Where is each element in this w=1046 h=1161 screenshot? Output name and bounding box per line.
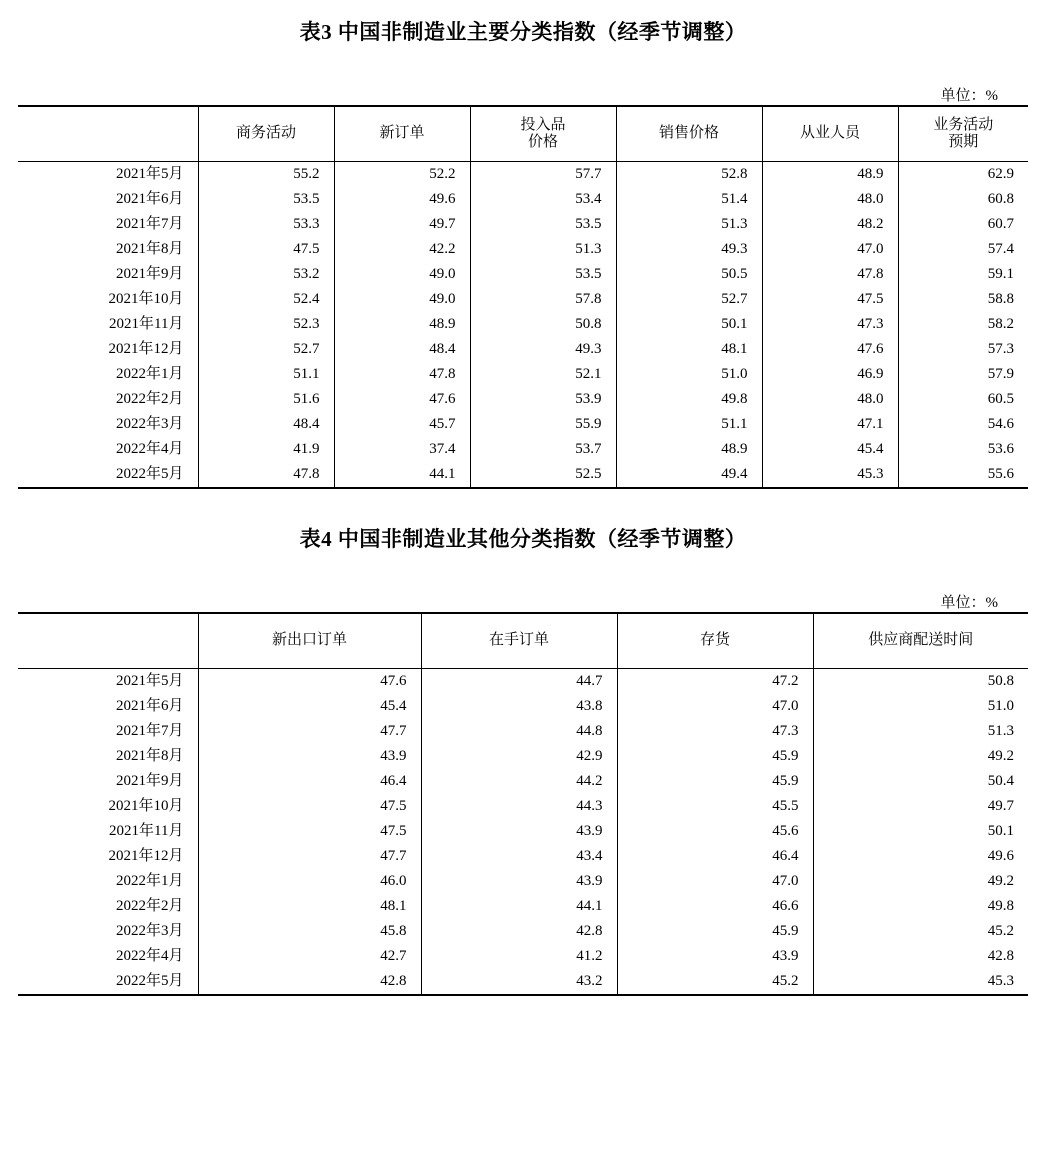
- table4-cell: 47.7: [198, 844, 421, 869]
- table3-cell: 49.0: [334, 262, 470, 287]
- table3-cell: 52.7: [616, 287, 762, 312]
- table3-cell: 57.7: [470, 162, 616, 188]
- table3-cell: 53.2: [198, 262, 334, 287]
- table4-cell: 45.9: [617, 919, 813, 944]
- table3-col-header-6-line1: 业务活动: [933, 116, 994, 133]
- table-row: [18, 287, 1028, 312]
- table3-cell: 59.1: [987, 266, 1014, 282]
- table3-cell: 49.0: [334, 287, 470, 312]
- table3-col-header-6-line2: 预期: [948, 134, 979, 150]
- table3-row-label: 2022年2月: [18, 387, 198, 412]
- table3-cell: 55.6: [898, 462, 1028, 488]
- table3-cell: 51.1: [616, 412, 762, 437]
- table-row: [18, 944, 1028, 969]
- table3-cell: 47.5: [198, 237, 334, 262]
- table4-cell: 42.8: [421, 919, 617, 944]
- table3-cell: 47.6: [334, 387, 470, 412]
- table4-row-label: 2021年8月: [18, 744, 198, 769]
- table-row: [18, 312, 1028, 337]
- table3-cell: 53.5: [470, 212, 616, 237]
- table4-row-label: 2021年12月: [18, 844, 198, 869]
- table4-title: 表4 中国非制造业其他分类指数（经季节调整）: [299, 527, 747, 551]
- table3-cell: 52.8: [616, 162, 762, 188]
- table3-col-header-6: [898, 106, 1028, 162]
- table3-cell: 58.8: [987, 291, 1014, 307]
- table3-col-header-1: [198, 106, 334, 162]
- top-spacer: [0, 0, 1046, 16]
- table4-cell: 44.1: [421, 894, 617, 919]
- table4-col-header-1: 新出口订单: [198, 613, 421, 669]
- table4-row-label: 2022年1月: [18, 869, 198, 894]
- table-row: [18, 362, 1028, 387]
- table3-cell: 52.5: [470, 462, 616, 488]
- table3-cell: 51.0: [616, 362, 762, 387]
- table4-cell: 45.2: [987, 923, 1014, 939]
- table3-cell: 62.9: [987, 166, 1014, 182]
- table3-cell: 48.2: [762, 212, 898, 237]
- table3-cell: 51.4: [616, 187, 762, 212]
- table3-col-header-4-line1: 销售价格: [658, 125, 719, 142]
- table3-cell: 51.1: [198, 362, 334, 387]
- table3-cell: 52.4: [198, 287, 334, 312]
- table4-body: [18, 669, 1028, 996]
- table3-row-label: 2021年5月: [18, 162, 198, 188]
- table3-cell: 47.5: [762, 287, 898, 312]
- table3-cell: 53.7: [470, 437, 616, 462]
- table3-row-label: 2022年5月: [18, 462, 198, 488]
- table3-cell: 46.9: [762, 362, 898, 387]
- table3-cell: 50.1: [616, 312, 762, 337]
- table3-col-header-2: [334, 106, 470, 162]
- table4-cell: 47.5: [198, 819, 421, 844]
- table3-cell: 47.1: [762, 412, 898, 437]
- table4-cell: 49.6: [987, 848, 1014, 864]
- table3-cell: 49.8: [616, 387, 762, 412]
- table3-col-header-5-line1: 从业人员: [799, 125, 860, 142]
- table3-title: 表3 中国非制造业主要分类指数（经季节调整）: [299, 20, 747, 44]
- table4-cell: 45.3: [813, 969, 1028, 995]
- table4: [18, 612, 1028, 996]
- table3-cell: 51.3: [470, 237, 616, 262]
- table3-cell: 49.6: [334, 187, 470, 212]
- table3-row-label: 2021年9月: [18, 262, 198, 287]
- table4-cell: 51.3: [987, 723, 1014, 739]
- table4-header-row: [18, 613, 1028, 669]
- table3-cell: 49.3: [470, 337, 616, 362]
- table4-row-label: 2021年11月: [18, 819, 198, 844]
- table4-cell: 45.8: [198, 919, 421, 944]
- table4-cell: 47.0: [617, 869, 813, 894]
- table4-cell: 43.8: [421, 694, 617, 719]
- table3-cell: 60.7: [987, 216, 1014, 232]
- table4-cell: 47.3: [617, 719, 813, 744]
- table3-col-header-5: [762, 106, 898, 162]
- spacer-after-title4: [0, 553, 1046, 591]
- table3-row-label: 2021年8月: [18, 237, 198, 262]
- table4-cell: 46.6: [617, 894, 813, 919]
- table4-cell: 50.4: [987, 773, 1014, 789]
- table3-row-label: 2021年12月: [18, 337, 198, 362]
- table3-cell: 51.3: [616, 212, 762, 237]
- table3-cell: 47.8: [762, 262, 898, 287]
- table-row: [18, 212, 1028, 237]
- table3-cell: 47.8: [334, 362, 470, 387]
- table3-cell: 45.4: [762, 437, 898, 462]
- table4-cell: 45.6: [617, 819, 813, 844]
- table3-cell: 52.2: [334, 162, 470, 188]
- table-row: [18, 769, 1028, 794]
- table3-cell: 50.8: [470, 312, 616, 337]
- table3-unit: 单位：%: [940, 88, 998, 104]
- table4-row-label: 2022年3月: [18, 919, 198, 944]
- table-row: [18, 237, 1028, 262]
- table4-cell: 48.1: [198, 894, 421, 919]
- table3-cell: 53.3: [198, 212, 334, 237]
- table4-cell: 43.9: [198, 744, 421, 769]
- table-row: [18, 162, 1028, 188]
- table4-col-header-4: 供应商配送时间: [813, 613, 1028, 669]
- table3-cell: 60.8: [987, 191, 1014, 207]
- table4-cell: 49.2: [987, 873, 1014, 889]
- table3-row-label: 2021年10月: [18, 287, 198, 312]
- table4-cell: 44.3: [421, 794, 617, 819]
- table4-cell: 50.8: [987, 673, 1014, 689]
- table3-col-header-3-line1: 投入品: [520, 116, 566, 133]
- table4-cell: 50.1: [987, 823, 1014, 839]
- table-row: [18, 919, 1028, 944]
- table4-cell: 46.4: [198, 769, 421, 794]
- spacer-between-tables: [0, 489, 1046, 523]
- table4-cell: 47.0: [617, 694, 813, 719]
- table3-cell: 53.5: [470, 262, 616, 287]
- table4-unit: 单位：%: [940, 595, 998, 611]
- table4-cell: 43.9: [617, 944, 813, 969]
- table3-row-label: 2022年4月: [18, 437, 198, 462]
- table3-cell: 42.2: [334, 237, 470, 262]
- table3-cell: 41.9: [198, 437, 334, 462]
- table4-cell: 43.2: [421, 969, 617, 995]
- table4-cell: 47.7: [198, 719, 421, 744]
- table4-cell: 46.0: [198, 869, 421, 894]
- table4-cell: 42.8: [198, 969, 421, 995]
- table4-cell: 47.2: [617, 669, 813, 695]
- table4-row-label: 2021年10月: [18, 794, 198, 819]
- table4-cell: 43.4: [421, 844, 617, 869]
- table3-cell: 57.9: [987, 366, 1014, 382]
- table-row: [18, 719, 1028, 744]
- table-row: [18, 412, 1028, 437]
- spacer-after-title3: [0, 46, 1046, 84]
- table4-row-label: 2022年2月: [18, 894, 198, 919]
- table-row: [18, 669, 1028, 695]
- table4-cell: 45.5: [617, 794, 813, 819]
- table4-cell: 42.9: [421, 744, 617, 769]
- table4-cell: 42.7: [198, 944, 421, 969]
- table4-cell: 47.5: [198, 794, 421, 819]
- table3-cell: 53.6: [987, 441, 1014, 457]
- table4-col-header-2: 在手订单: [421, 613, 617, 669]
- table-row: [18, 869, 1028, 894]
- table3-body: [18, 162, 1028, 489]
- table3-cell: 53.5: [198, 187, 334, 212]
- table4-cell: 44.7: [421, 669, 617, 695]
- table3-cell: 53.9: [470, 387, 616, 412]
- table3-cell: 60.5: [987, 391, 1014, 407]
- table3-cell: 47.0: [762, 237, 898, 262]
- table3-col-header-2-line1: 新订单: [379, 125, 425, 142]
- table-row: [18, 969, 1028, 995]
- table4-row-label: 2021年9月: [18, 769, 198, 794]
- table-row: [18, 187, 1028, 212]
- table3-cell: 47.6: [762, 337, 898, 362]
- table4-cell: 49.7: [987, 798, 1014, 814]
- table3-cell: 47.8: [198, 462, 334, 488]
- table-row: [18, 844, 1028, 869]
- table4-cell: 45.4: [198, 694, 421, 719]
- table4-cell: 51.0: [987, 698, 1014, 714]
- table3-cell: 57.8: [470, 287, 616, 312]
- table4-cell: 44.2: [421, 769, 617, 794]
- table3-row-label: 2022年1月: [18, 362, 198, 387]
- table3-cell: 48.9: [616, 437, 762, 462]
- table3-cell: 48.0: [762, 387, 898, 412]
- table-row: [18, 337, 1028, 362]
- table-row: [18, 262, 1028, 287]
- table4-cell: 43.9: [421, 869, 617, 894]
- table4-row-label: 2022年5月: [18, 969, 198, 995]
- table4-row-label: 2021年7月: [18, 719, 198, 744]
- table3-cell: 37.4: [334, 437, 470, 462]
- table4-cell: 47.6: [198, 669, 421, 695]
- table3-row-label: 2021年11月: [18, 312, 198, 337]
- table3-cell: 55.2: [198, 162, 334, 188]
- table3-header-row: [18, 106, 1028, 162]
- table3-cell: 49.7: [334, 212, 470, 237]
- table3-row-label: 2022年3月: [18, 412, 198, 437]
- table4-cell: 49.2: [987, 748, 1014, 764]
- table3-row-label: 2021年6月: [18, 187, 198, 212]
- table3-cell: 45.3: [762, 462, 898, 488]
- table4-cell: 43.9: [421, 819, 617, 844]
- table-row: [18, 819, 1028, 844]
- table3-cell: 47.3: [762, 312, 898, 337]
- table4-cell: 46.4: [617, 844, 813, 869]
- table3-col-header-1-line1: 商务活动: [235, 125, 296, 142]
- table4-cell: 41.2: [421, 944, 617, 969]
- table4-row-label: 2022年4月: [18, 944, 198, 969]
- table3-cell: 52.1: [470, 362, 616, 387]
- table3-cell: 54.6: [987, 416, 1014, 432]
- table4-cell: 45.2: [617, 969, 813, 995]
- table4-cell: 42.8: [987, 948, 1014, 964]
- table3-cell: 48.9: [762, 162, 898, 188]
- table3-row-label: 2021年7月: [18, 212, 198, 237]
- table-row: [18, 437, 1028, 462]
- table-row: [18, 894, 1028, 919]
- table3-cell: 48.0: [762, 187, 898, 212]
- table3-cell: 49.3: [616, 237, 762, 262]
- table3-cell: 50.5: [616, 262, 762, 287]
- table3-cell: 53.4: [470, 187, 616, 212]
- table-row: [18, 794, 1028, 819]
- table4-cell: 45.9: [617, 744, 813, 769]
- table3-col-header-4: [616, 106, 762, 162]
- table3-cell: 44.1: [334, 462, 470, 488]
- table4-row-label: 2021年6月: [18, 694, 198, 719]
- table3-cell: 57.4: [987, 241, 1014, 257]
- table4-col-header-3: 存货: [617, 613, 813, 669]
- table3-corner-cell: [18, 106, 198, 162]
- table4-corner-cell: [18, 613, 198, 669]
- table-row: [18, 694, 1028, 719]
- table3-cell: 52.7: [198, 337, 334, 362]
- table3-cell: 45.7: [334, 412, 470, 437]
- table4-cell: 49.8: [987, 898, 1014, 914]
- table3-cell: 55.9: [470, 412, 616, 437]
- table-row: [18, 387, 1028, 412]
- table4-row-label: 2021年5月: [18, 669, 198, 695]
- table-row: [18, 462, 1028, 488]
- table3: [18, 105, 1028, 489]
- table3-cell: 58.2: [987, 316, 1014, 332]
- table3-col-header-3-line2: 价格: [527, 134, 558, 150]
- table3-cell: 51.6: [198, 387, 334, 412]
- table3-cell: 52.3: [198, 312, 334, 337]
- table3-cell: 57.3: [987, 341, 1014, 357]
- table3-cell: 48.4: [198, 412, 334, 437]
- table4-cell: 44.8: [421, 719, 617, 744]
- table3-cell: 49.4: [616, 462, 762, 488]
- table-row: [18, 744, 1028, 769]
- table3-cell: 48.9: [334, 312, 470, 337]
- table3-col-header-3: [470, 106, 616, 162]
- table4-cell: 45.9: [617, 769, 813, 794]
- table3-cell: 48.4: [334, 337, 470, 362]
- table3-cell: 48.1: [616, 337, 762, 362]
